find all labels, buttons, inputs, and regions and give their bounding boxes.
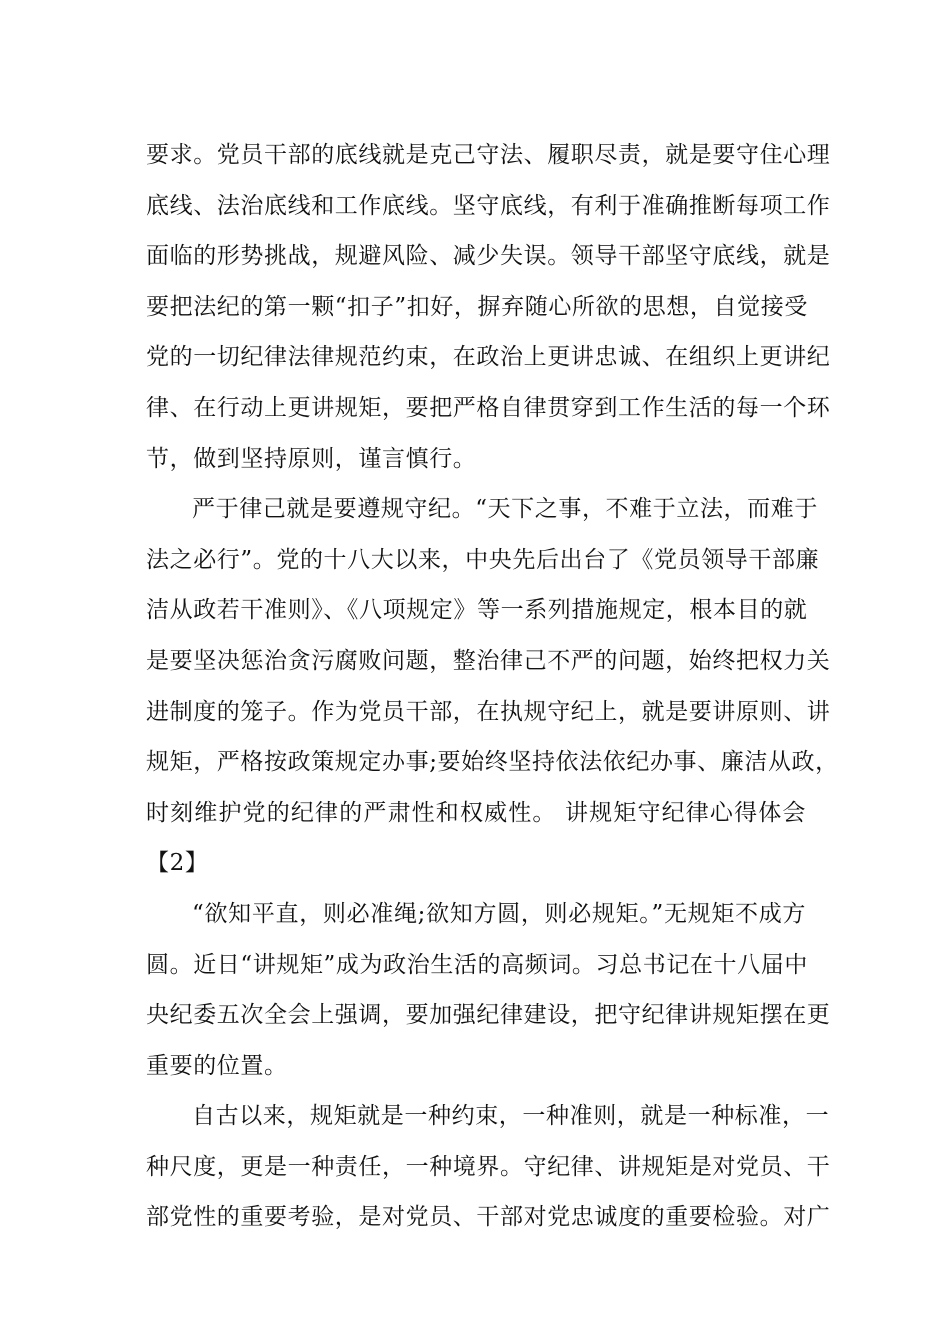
text-line: 进制度的笼子。作为党员干部，在执规守纪上，就是要讲原则、讲 bbox=[146, 698, 831, 725]
text-line: 严于律己就是要遵规守纪。“天下之事，不难于立法，而难于 bbox=[192, 496, 818, 523]
text-line: 【2】 bbox=[146, 850, 209, 877]
text-line: 部党性的重要考验，是对党员、干部对党忠诚度的重要检验。对广 bbox=[146, 1204, 831, 1231]
text-line: 规矩，严格按政策规定办事;要始终坚持依法依纪办事、廉洁从政， bbox=[146, 749, 839, 776]
text-line: 时刻维护党的纪律的严肃性和权威性。 讲规矩守纪律心得体会 bbox=[146, 799, 806, 826]
text-line: 圆。近日“讲规矩”成为政治生活的高频词。习总书记在十八届中 bbox=[146, 951, 808, 978]
text-line: 党的一切纪律法律规范约束，在政治上更讲忠诚、在组织上更讲纪 bbox=[146, 344, 831, 371]
text-line: 面临的形势挑战，规避风险、减少失误。领导干部坚守底线，就是 bbox=[146, 243, 831, 270]
text-line: 种尺度，更是一种责任，一种境界。守纪律、讲规矩是对党员、干 bbox=[146, 1153, 831, 1180]
text-line: 法之必行”。党的十八大以来，中央先后出台了《党员领导干部廉 bbox=[146, 546, 820, 573]
text-line: 底线、法治底线和工作底线。坚守底线，有利于准确推断每项工作 bbox=[146, 192, 831, 219]
text-line: 是要坚决惩治贪污腐败问题，整治律己不严的问题，始终把权力关 bbox=[146, 647, 831, 674]
text-line: 重要的位置。 bbox=[146, 1052, 288, 1079]
text-line: 律、在行动上更讲规矩，要把严格自律贯穿到工作生活的每一个环 bbox=[146, 394, 831, 421]
text-line: 洁从政若干准则》、《八项规定》等一系列措施规定，根本目的就 bbox=[146, 597, 808, 624]
text-line: 要把法纪的第一颗“扣子”扣好，摒弃随心所欲的思想，自觉接受 bbox=[146, 293, 808, 320]
text-line: 节，做到坚持原则，谨言慎行。 bbox=[146, 445, 477, 472]
text-line: 自古以来，规矩就是一种约束，一种准则，就是一种标准，一 bbox=[192, 1103, 830, 1130]
text-line: 央纪委五次全会上强调，要加强纪律建设，把守纪律讲规矩摆在更 bbox=[146, 1002, 831, 1029]
text-line: “欲知平直，则必准绳;欲知方圆，则必规矩。”无规矩不成方 bbox=[192, 900, 806, 927]
document-body bbox=[146, 130, 839, 1243]
text-line: 要求。党员干部的底线就是克己守法、履职尽责，就是要守住心理 bbox=[146, 142, 831, 168]
